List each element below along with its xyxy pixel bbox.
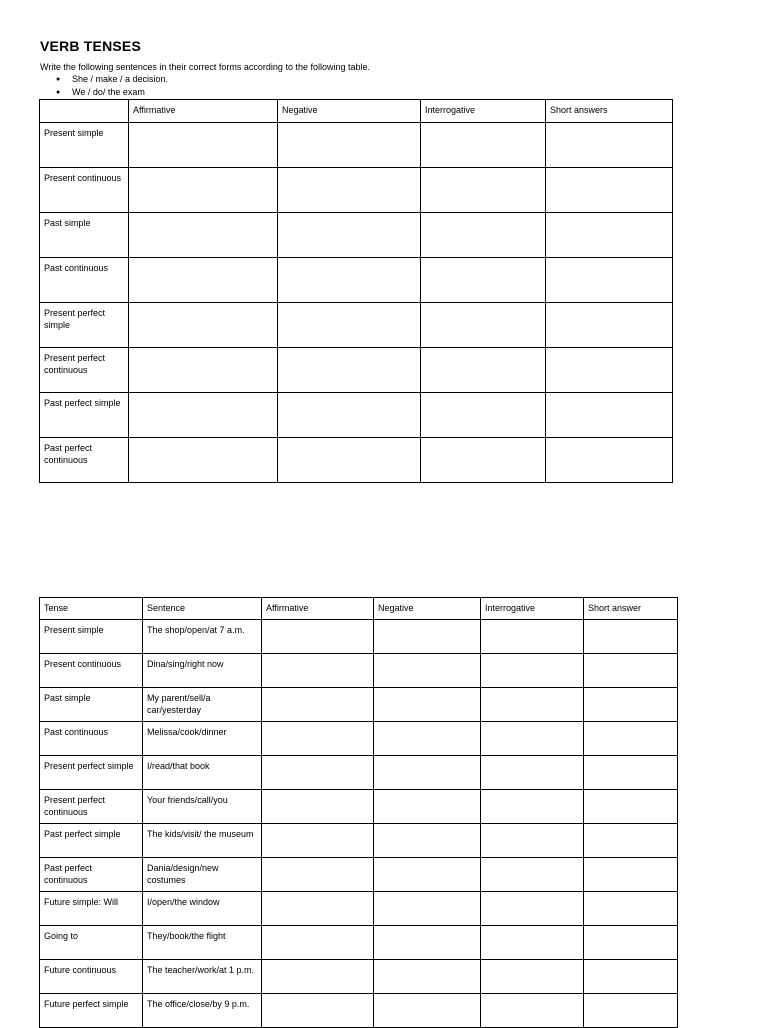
answer-cell[interactable] (262, 824, 374, 858)
sentence-cell: Your friends/call/you (143, 790, 262, 824)
answer-cell[interactable] (481, 654, 584, 688)
sentence-cell: The kids/visit/ the museum (143, 824, 262, 858)
tense-cell: Past perfect continuous (40, 438, 129, 483)
answer-cell[interactable] (374, 824, 481, 858)
header-cell-affirmative: Affirmative (129, 100, 278, 123)
table-row (40, 756, 678, 790)
table-row (40, 960, 678, 994)
tense-cell: Past perfect simple (40, 824, 143, 858)
answer-cell[interactable] (421, 438, 546, 483)
answer-cell[interactable] (262, 790, 374, 824)
answer-cell[interactable] (481, 688, 584, 722)
tenses-table-2 (39, 597, 678, 1028)
answer-cell[interactable] (374, 654, 481, 688)
answer-cell[interactable] (262, 892, 374, 926)
answer-cell[interactable] (278, 438, 421, 483)
table-row (40, 303, 673, 348)
sentence-cell: I/read/that book (143, 756, 262, 790)
answer-cell[interactable] (374, 858, 481, 892)
answer-cell[interactable] (374, 620, 481, 654)
sentence-cell: Dania/design/new costumes (143, 858, 262, 892)
answer-cell[interactable] (129, 393, 278, 438)
answer-cell[interactable] (374, 960, 481, 994)
answer-cell[interactable] (278, 393, 421, 438)
table-row (40, 688, 678, 722)
sentence-cell: I/open/the window (143, 892, 262, 926)
tense-cell: Present simple (40, 123, 129, 168)
tense-cell: Past perfect simple (40, 393, 129, 438)
answer-cell[interactable] (584, 620, 678, 654)
tense-cell: Present continuous (40, 654, 143, 688)
answer-cell[interactable] (262, 654, 374, 688)
table-row (40, 258, 673, 303)
answer-cell[interactable] (262, 756, 374, 790)
answer-cell[interactable] (421, 348, 546, 393)
answer-cell[interactable] (584, 994, 678, 1028)
answer-cell[interactable] (421, 393, 546, 438)
answer-cell[interactable] (278, 168, 421, 213)
answer-cell[interactable] (278, 348, 421, 393)
answer-cell[interactable] (421, 213, 546, 258)
answer-cell[interactable] (481, 620, 584, 654)
sentence-cell: The teacher/work/at 1 p.m. (143, 960, 262, 994)
answer-cell[interactable] (374, 926, 481, 960)
sentence-cell: The shop/open/at 7 a.m. (143, 620, 262, 654)
table-row (40, 994, 678, 1028)
answer-cell[interactable] (262, 620, 374, 654)
answer-cell[interactable] (129, 438, 278, 483)
sentence-cell: Dina/sing/right now (143, 654, 262, 688)
answer-cell[interactable] (262, 994, 374, 1028)
answer-cell[interactable] (481, 892, 584, 926)
answer-cell[interactable] (421, 258, 546, 303)
header-cell-negative: Negative (278, 100, 421, 123)
table-row (40, 892, 678, 926)
answer-cell[interactable] (546, 393, 673, 438)
answer-cell[interactable] (278, 258, 421, 303)
answer-cell[interactable] (481, 756, 584, 790)
tense-cell: Past continuous (40, 258, 129, 303)
table-header-row (40, 598, 678, 620)
table-header-row (40, 100, 673, 123)
tense-cell: Present perfect simple (40, 756, 143, 790)
answer-cell[interactable] (584, 926, 678, 960)
table-row (40, 858, 678, 892)
example-item: ● She / make / a decision. (56, 73, 168, 86)
tense-cell: Present perfect continuous (40, 790, 143, 824)
header-cell-short-answers: Short answers (546, 100, 673, 123)
table-row (40, 123, 673, 168)
tense-cell: Present simple (40, 620, 143, 654)
answer-cell[interactable] (262, 926, 374, 960)
answer-cell[interactable] (129, 258, 278, 303)
answer-cell[interactable] (374, 756, 481, 790)
sentence-cell: The office/close/by 9 p.m. (143, 994, 262, 1028)
tense-cell: Present perfect simple (40, 303, 129, 348)
answer-cell[interactable] (481, 722, 584, 756)
tense-cell: Past continuous (40, 722, 143, 756)
answer-cell[interactable] (584, 960, 678, 994)
answer-cell[interactable] (584, 688, 678, 722)
table-row (40, 824, 678, 858)
answer-cell[interactable] (374, 722, 481, 756)
tense-cell: Present perfect continuous (40, 348, 129, 393)
answer-cell[interactable] (481, 994, 584, 1028)
answer-cell[interactable] (278, 123, 421, 168)
tense-cell: Future perfect simple (40, 994, 143, 1028)
table-row (40, 348, 673, 393)
tense-cell: Past simple (40, 213, 129, 258)
header-cell-short-answer: Short answer (584, 598, 678, 620)
sentence-cell: They/book/the flight (143, 926, 262, 960)
answer-cell[interactable] (374, 790, 481, 824)
answer-cell[interactable] (584, 790, 678, 824)
answer-cell[interactable] (546, 438, 673, 483)
answer-cell[interactable] (421, 168, 546, 213)
table-row (40, 654, 678, 688)
answer-cell[interactable] (584, 858, 678, 892)
tenses-table-1 (39, 99, 673, 483)
sentence-cell: Melissa/cook/dinner (143, 722, 262, 756)
answer-cell[interactable] (129, 213, 278, 258)
answer-cell[interactable] (129, 168, 278, 213)
answer-cell[interactable] (374, 892, 481, 926)
answer-cell[interactable] (374, 688, 481, 722)
answer-cell[interactable] (546, 303, 673, 348)
answer-cell[interactable] (262, 722, 374, 756)
header-cell-affirmative: Affirmative (262, 598, 374, 620)
answer-cell[interactable] (481, 960, 584, 994)
tense-cell: Present continuous (40, 168, 129, 213)
table-row (40, 168, 673, 213)
answer-cell[interactable] (546, 258, 673, 303)
answer-cell[interactable] (481, 824, 584, 858)
table-row (40, 790, 678, 824)
answer-cell[interactable] (129, 303, 278, 348)
example-item: ● We / do/ the exam (56, 86, 168, 99)
sentence-cell: My parent/sell/a car/yesterday (143, 688, 262, 722)
answer-cell[interactable] (546, 213, 673, 258)
answer-cell[interactable] (584, 756, 678, 790)
answer-cell[interactable] (546, 348, 673, 393)
answer-cell[interactable] (129, 123, 278, 168)
header-cell (40, 100, 129, 123)
table-row (40, 438, 673, 483)
tense-cell: Future continuous (40, 960, 143, 994)
answer-cell[interactable] (421, 303, 546, 348)
tense-cell: Past simple (40, 688, 143, 722)
answer-cell[interactable] (584, 654, 678, 688)
example-list (56, 73, 168, 99)
instructions-text: Write the following sentences in their correct forms according to the following table. (40, 62, 370, 72)
answer-cell[interactable] (481, 926, 584, 960)
header-cell-interrogative: Interrogative (421, 100, 546, 123)
answer-cell[interactable] (374, 994, 481, 1028)
table-row (40, 926, 678, 960)
answer-cell[interactable] (546, 123, 673, 168)
header-cell-sentence: Sentence (143, 598, 262, 620)
answer-cell[interactable] (481, 790, 584, 824)
answer-cell[interactable] (262, 858, 374, 892)
answer-cell[interactable] (584, 892, 678, 926)
answer-cell[interactable] (421, 123, 546, 168)
answer-cell[interactable] (546, 168, 673, 213)
header-cell-tense: Tense (40, 598, 143, 620)
table-row (40, 620, 678, 654)
header-cell-negative: Negative (374, 598, 481, 620)
tense-cell: Future simple: Will (40, 892, 143, 926)
table-row (40, 393, 673, 438)
table-row (40, 722, 678, 756)
tense-cell: Going to (40, 926, 143, 960)
answer-cell[interactable] (278, 213, 421, 258)
header-cell-interrogative: Interrogative (481, 598, 584, 620)
answer-cell[interactable] (584, 824, 678, 858)
tense-cell: Past perfect continuous (40, 858, 143, 892)
answer-cell[interactable] (262, 960, 374, 994)
answer-cell[interactable] (129, 348, 278, 393)
answer-cell[interactable] (278, 303, 421, 348)
answer-cell[interactable] (481, 858, 584, 892)
page-title: VERB TENSES (40, 38, 141, 54)
answer-cell[interactable] (262, 688, 374, 722)
answer-cell[interactable] (584, 722, 678, 756)
table-row (40, 213, 673, 258)
